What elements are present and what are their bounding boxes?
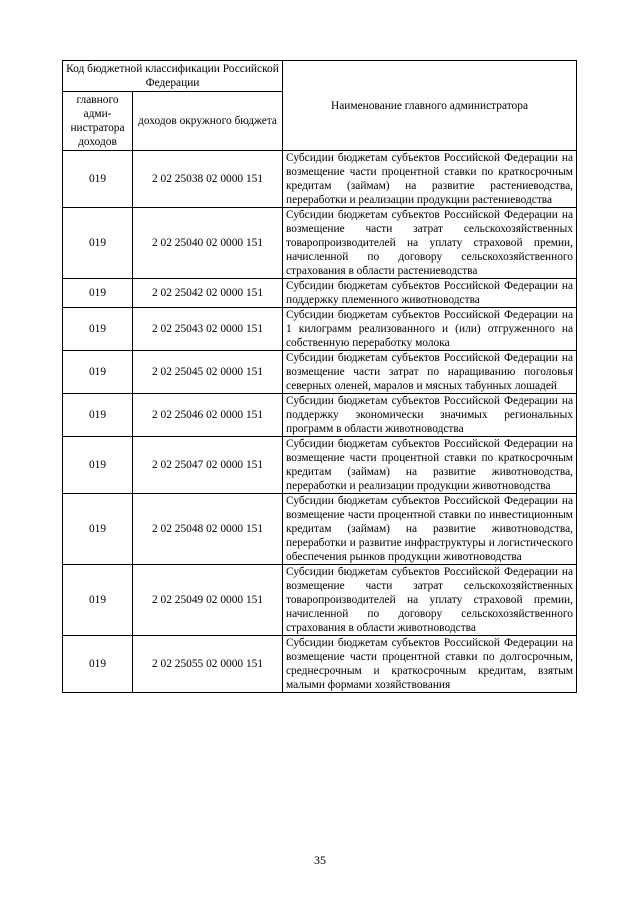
table-body bbox=[63, 151, 577, 693]
revenue-code-cell: 2 02 25046 02 0000 151 bbox=[133, 394, 283, 437]
header-budget-classification-code: Код бюджетной классификации Российской Федерации bbox=[63, 61, 283, 92]
table-row bbox=[63, 351, 577, 394]
table-row bbox=[63, 151, 577, 208]
page-number: 35 bbox=[314, 853, 326, 867]
administrator-name-cell: Субсидии бюджетам субъектов Российской Федерации на возмещение части процентной ставки по краткосрочным кредитам (займам) на развитие животноводства, переработки и реализации продукции животноводства bbox=[283, 437, 577, 494]
table-row bbox=[63, 437, 577, 494]
administrator-name-cell: Субсидии бюджетам субъектов Российской Федерации на поддержку племенного животноводства bbox=[283, 279, 577, 308]
revenue-code-cell: 2 02 25047 02 0000 151 bbox=[133, 437, 283, 494]
administrator-name-cell: Субсидии бюджетам субъектов Российской Федерации на возмещение части процентной ставки по инвестиционным кредитам (займам) на развитие животноводства, переработки и развитие инфраструктуры и логистического обеспечения рынков продукции животноводства bbox=[283, 494, 577, 565]
administrator-name-cell: Субсидии бюджетам субъектов Российской Федерации на 1 килограмм реализованного и (или) отгруженного на собственную переработку молока bbox=[283, 308, 577, 351]
table-row bbox=[63, 494, 577, 565]
administrator-name-cell: Субсидии бюджетам субъектов Российской Федерации на возмещение части затрат сельскохозяйственных товаропроизводителей на уплату страховой премии, начисленной по договору сельскохозяйственного страхования в области животноводства bbox=[283, 565, 577, 636]
revenue-code-cell: 2 02 25045 02 0000 151 bbox=[133, 351, 283, 394]
table-row bbox=[63, 636, 577, 693]
admin-code-cell: 019 bbox=[63, 151, 133, 208]
admin-code-cell: 019 bbox=[63, 636, 133, 693]
table-row bbox=[63, 565, 577, 636]
admin-code-cell: 019 bbox=[63, 308, 133, 351]
header-district-budget-revenue: доходов окружного бюджета bbox=[133, 92, 283, 151]
administrator-name-cell: Субсидии бюджетам субъектов Российской Федерации на возмещение части затрат по наращиванию поголовья северных оленей, маралов и мясных табунных лошадей bbox=[283, 351, 577, 394]
header-administrator-name: Наименование главного администратора bbox=[283, 61, 577, 151]
table-row bbox=[63, 308, 577, 351]
admin-code-cell: 019 bbox=[63, 279, 133, 308]
header-chief-administrator: главного адми-нистратора доходов bbox=[63, 92, 133, 151]
administrator-name-cell: Субсидии бюджетам субъектов Российской Федерации на возмещение части процентной ставки по долгосрочным, среднесрочным и краткосрочным кредитам, взятым малыми формами хозяйствования bbox=[283, 636, 577, 693]
table-row bbox=[63, 279, 577, 308]
admin-code-cell: 019 bbox=[63, 565, 133, 636]
revenue-code-cell: 2 02 25042 02 0000 151 bbox=[133, 279, 283, 308]
table-row bbox=[63, 394, 577, 437]
admin-code-cell: 019 bbox=[63, 351, 133, 394]
admin-code-cell: 019 bbox=[63, 437, 133, 494]
revenue-code-cell: 2 02 25049 02 0000 151 bbox=[133, 565, 283, 636]
revenue-code-cell: 2 02 25055 02 0000 151 bbox=[133, 636, 283, 693]
administrator-name-cell: Субсидии бюджетам субъектов Российской Федерации на возмещение части затрат сельскохозяйственных товаропроизводителей на уплату страховой премии, начисленной по договору сельскохозяйственного страхования в области растениеводства bbox=[283, 208, 577, 279]
administrator-name-cell: Субсидии бюджетам субъектов Российской Федерации на возмещение части процентной ставки по краткосрочным кредитам (займам) на развитие растениеводства, переработки и реализации продукции растениеводства bbox=[283, 151, 577, 208]
admin-code-cell: 019 bbox=[63, 394, 133, 437]
table-row bbox=[63, 208, 577, 279]
budget-classification-table bbox=[62, 60, 577, 693]
revenue-code-cell: 2 02 25043 02 0000 151 bbox=[133, 308, 283, 351]
revenue-code-cell: 2 02 25040 02 0000 151 bbox=[133, 208, 283, 279]
table-header bbox=[63, 61, 577, 151]
revenue-code-cell: 2 02 25038 02 0000 151 bbox=[133, 151, 283, 208]
admin-code-cell: 019 bbox=[63, 494, 133, 565]
admin-code-cell: 019 bbox=[63, 208, 133, 279]
revenue-code-cell: 2 02 25048 02 0000 151 bbox=[133, 494, 283, 565]
administrator-name-cell: Субсидии бюджетам субъектов Российской Федерации на поддержку экономически значимых региональных программ в области животноводства bbox=[283, 394, 577, 437]
header-row-group bbox=[63, 61, 577, 92]
